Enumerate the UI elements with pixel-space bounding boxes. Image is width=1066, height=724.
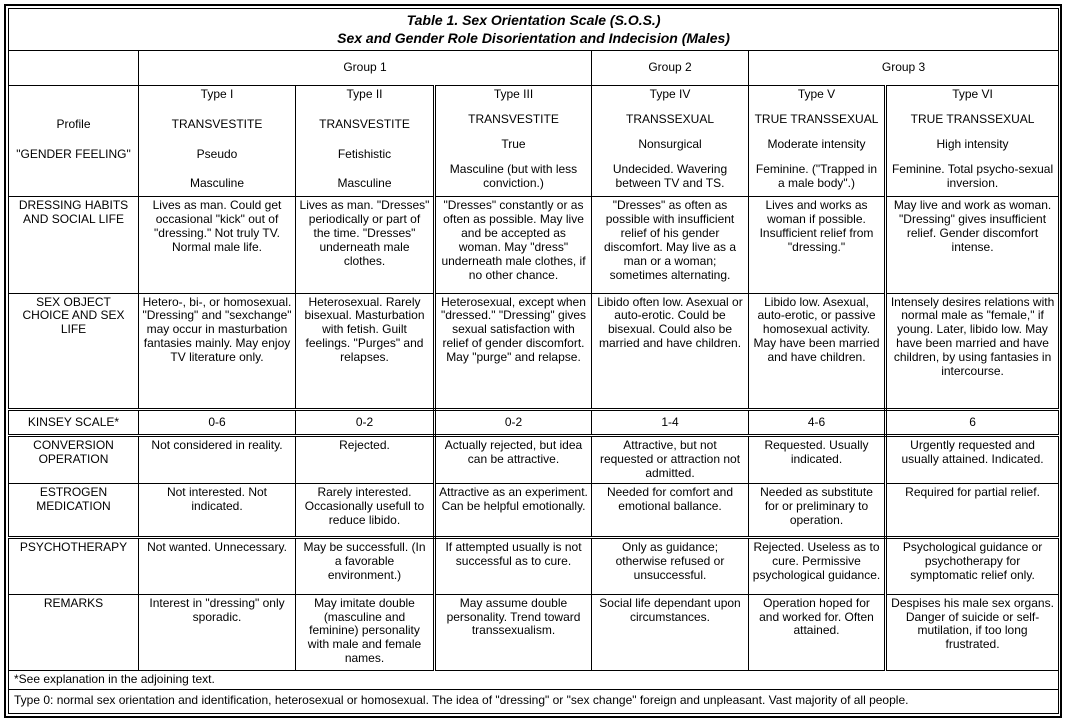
cell-dressing-t1: Lives as man. Could get occasional "kick" out of "dressing." Not truly TV. Normal male life. xyxy=(139,197,296,293)
type1-feeling: Masculine xyxy=(189,176,245,191)
cell-kinsey-t2: 0-2 xyxy=(296,409,435,435)
profile-label-spacer-top xyxy=(12,88,135,101)
cell-dressing-t5: Lives and works as woman if possible. Insufficient relief from "dressing." xyxy=(749,197,886,293)
conversion-row xyxy=(9,436,1059,484)
cell-psychotherapy-t4: Only as guidance; otherwise refused or unsuccessful. xyxy=(592,538,749,595)
type1-heading: Type I xyxy=(200,87,234,102)
profile-label-spacer-bottom xyxy=(12,178,135,191)
title-row xyxy=(9,9,1059,51)
row-label-estrogen: ESTROGEN MEDICATION xyxy=(9,484,139,538)
type5-heading: Type V xyxy=(797,87,836,102)
profile-row xyxy=(9,86,1059,197)
type2-category: TRANSVESTITE xyxy=(319,116,410,131)
type3-feeling: Masculine (but with less conviction.) xyxy=(449,162,578,191)
type4-variant: Nonsurgical xyxy=(638,137,702,152)
cell-remarks-t6: Despises his male sex organs. Danger of suicide or self-mutilation, if too long frustrated. xyxy=(886,594,1059,670)
cell-dressing-t3: "Dresses" constantly or as often as possible. May live and be accepted as woman. May "dress" underneath male clothes, if no other chance. xyxy=(435,197,592,293)
type2-variant: Fetishistic xyxy=(337,146,392,161)
group-row-spacer xyxy=(9,50,139,85)
sex-object-row xyxy=(9,293,1059,409)
row-label-conversion: CONVERSION OPERATION xyxy=(9,436,139,484)
type5-variant: Moderate intensity xyxy=(767,137,866,152)
type3-category: TRANSVESTITE xyxy=(468,112,559,127)
group2-header: Group 2 xyxy=(592,50,749,85)
type1-variant: Pseudo xyxy=(196,146,238,161)
psychotherapy-row xyxy=(9,538,1059,595)
table-title xyxy=(9,9,1059,51)
row-label-sex-object: SEX OBJECT CHOICE AND SEX LIFE xyxy=(9,293,139,409)
type4-category: TRANSSEXUAL xyxy=(625,112,715,127)
cell-dressing-t6: May live and work as woman. "Dressing" gives insufficient relief. Gender discomfort intense. xyxy=(886,197,1059,293)
cell-psychotherapy-t1: Not wanted. Unnecessary. xyxy=(139,538,296,595)
cell-sexobject-t6: Intensely desires relations with normal male as "female," if young. Later, libido low. May have been married and have children, by using fantasies in intercourse. xyxy=(886,293,1059,409)
cell-conversion-t2: Rejected. xyxy=(296,436,435,484)
profile-cell-type2 xyxy=(296,86,435,197)
table-title-line1: Table 1. Sex Orientation Scale (S.O.S.) xyxy=(406,12,661,29)
table-title-line2: Sex and Gender Role Disorientation and Indecision (Males) xyxy=(337,30,730,47)
cell-estrogen-t4: Needed for comfort and emotional ballance. xyxy=(592,484,749,538)
cell-conversion-t4: Attractive, but not requested or attraction not admitted. xyxy=(592,436,749,484)
profile-row-label xyxy=(9,86,139,197)
cell-estrogen-t2: Rarely interested. Occasionally usefull to reduce libido. xyxy=(296,484,435,538)
footnote-row-1 xyxy=(9,670,1059,689)
cell-conversion-t5: Requested. Usually indicated. xyxy=(749,436,886,484)
row-label-kinsey: KINSEY SCALE* xyxy=(9,409,139,435)
estrogen-row xyxy=(9,484,1059,538)
cell-sexobject-t4: Libido often low. Asexual or auto-erotic. Could be bisexual. Could also be married and have children. xyxy=(592,293,749,409)
footnote-line2: Type 0: normal sex orientation and identification, heterosexual or homosexual. The idea of "dressing" or "sex change" foreign and unpleasant. Vast majority of all people. xyxy=(9,689,1059,713)
type5-feeling: Feminine. ("Trapped in a male body".) xyxy=(755,162,878,191)
cell-estrogen-t3: Attractive as an experiment. Can be helpful emotionally. xyxy=(435,484,592,538)
footnote-row-2 xyxy=(9,689,1059,713)
cell-dressing-t2: Lives as man. "Dresses" periodically or part of the time. "Dresses" underneath male clothes. xyxy=(296,197,435,293)
group1-header: Group 1 xyxy=(139,50,592,85)
type6-category: TRUE TRANSSEXUAL xyxy=(910,112,1035,127)
type1-category: TRANSVESTITE xyxy=(171,116,263,131)
row-label-psychotherapy: PSYCHOTHERAPY xyxy=(9,538,139,595)
type2-heading: Type II xyxy=(346,87,383,102)
profile-cell-type6 xyxy=(886,86,1059,197)
cell-remarks-t5: Operation hoped for and worked for. Often attained. xyxy=(749,594,886,670)
cell-kinsey-t3: 0-2 xyxy=(435,409,592,435)
cell-sexobject-t3: Heterosexual, except when "dressed." "Dressing" gives sexual satisfaction with relief of gender discomfort. May "purge" and relapse. xyxy=(435,293,592,409)
row-label-remarks: REMARKS xyxy=(9,594,139,670)
cell-psychotherapy-t2: May be successfull. (In a favorable environment.) xyxy=(296,538,435,595)
profile-cell-type5 xyxy=(749,86,886,197)
cell-conversion-t6: Urgently requested and usually attained. Indicated. xyxy=(886,436,1059,484)
cell-kinsey-t1: 0-6 xyxy=(139,409,296,435)
type2-feeling: Masculine xyxy=(337,176,392,191)
cell-kinsey-t4: 1-4 xyxy=(592,409,749,435)
cell-sexobject-t2: Heterosexual. Rarely bisexual. Masturbation with fetish. Guilt feelings. "Purges" and relapses. xyxy=(296,293,435,409)
sos-table xyxy=(8,8,1059,714)
profile-cell-type4 xyxy=(592,86,749,197)
cell-remarks-t1: Interest in "dressing" only sporadic. xyxy=(139,594,296,670)
cell-estrogen-t6: Required for partial relief. xyxy=(886,484,1059,538)
profile-cell-type1 xyxy=(139,86,296,197)
type3-variant: True xyxy=(501,137,526,152)
row-label-dressing: DRESSING HABITS AND SOCIAL LIFE xyxy=(9,197,139,293)
profile-label-line1: Profile xyxy=(56,116,91,131)
group3-header: Group 3 xyxy=(749,50,1059,85)
cell-sexobject-t1: Hetero-, bi-, or homosexual. "Dressing" and "sexchange" may occur in masturbation fantasies mainly. May enjoy TV literature only. xyxy=(139,293,296,409)
footnote-line1: *See explanation in the adjoining text. xyxy=(9,670,1059,689)
type6-feeling: Feminine. Total psycho-sexual inversion. xyxy=(891,162,1054,191)
cell-psychotherapy-t3: If attempted usually is not successful as to cure. xyxy=(435,538,592,595)
remarks-row xyxy=(9,594,1059,670)
type5-category: TRUE TRANSSEXUAL xyxy=(754,112,879,127)
dressing-row xyxy=(9,197,1059,293)
cell-conversion-t1: Not considered in reality. xyxy=(139,436,296,484)
type6-variant: High intensity xyxy=(936,137,1009,152)
table-outer-frame xyxy=(4,4,1062,718)
profile-label-line2: "GENDER FEELING" xyxy=(16,146,131,161)
group-header-row xyxy=(9,50,1059,85)
profile-cell-type3 xyxy=(435,86,592,197)
type3-heading: Type III xyxy=(493,87,534,102)
kinsey-row xyxy=(9,409,1059,435)
cell-remarks-t3: May assume double personality. Trend toward transsexualism. xyxy=(435,594,592,670)
type4-feeling: Undecided. Wavering between TV and TS. xyxy=(612,162,728,191)
cell-psychotherapy-t5: Rejected. Useless as to cure. Permissive psychological guidance. xyxy=(749,538,886,595)
cell-sexobject-t5: Libido low. Asexual, auto-erotic, or passive homosexual activity. May have been married and have children. xyxy=(749,293,886,409)
type6-heading: Type VI xyxy=(952,87,993,102)
cell-kinsey-t6: 6 xyxy=(886,409,1059,435)
cell-estrogen-t5: Needed as substitute for or preliminary to operation. xyxy=(749,484,886,538)
type4-heading: Type IV xyxy=(649,87,691,102)
cell-conversion-t3: Actually rejected, but idea can be attractive. xyxy=(435,436,592,484)
cell-remarks-t2: May imitate double (masculine and feminine) personality with male and female names. xyxy=(296,594,435,670)
cell-psychotherapy-t6: Psychological guidance or psychotherapy for symptomatic relief only. xyxy=(886,538,1059,595)
cell-dressing-t4: "Dresses" as often as possible with insufficient relief of his gender discomfort. May live as a man or a woman; sometimes alternating. xyxy=(592,197,749,293)
cell-kinsey-t5: 4-6 xyxy=(749,409,886,435)
cell-estrogen-t1: Not interested. Not indicated. xyxy=(139,484,296,538)
cell-remarks-t4: Social life dependant upon circumstances. xyxy=(592,594,749,670)
